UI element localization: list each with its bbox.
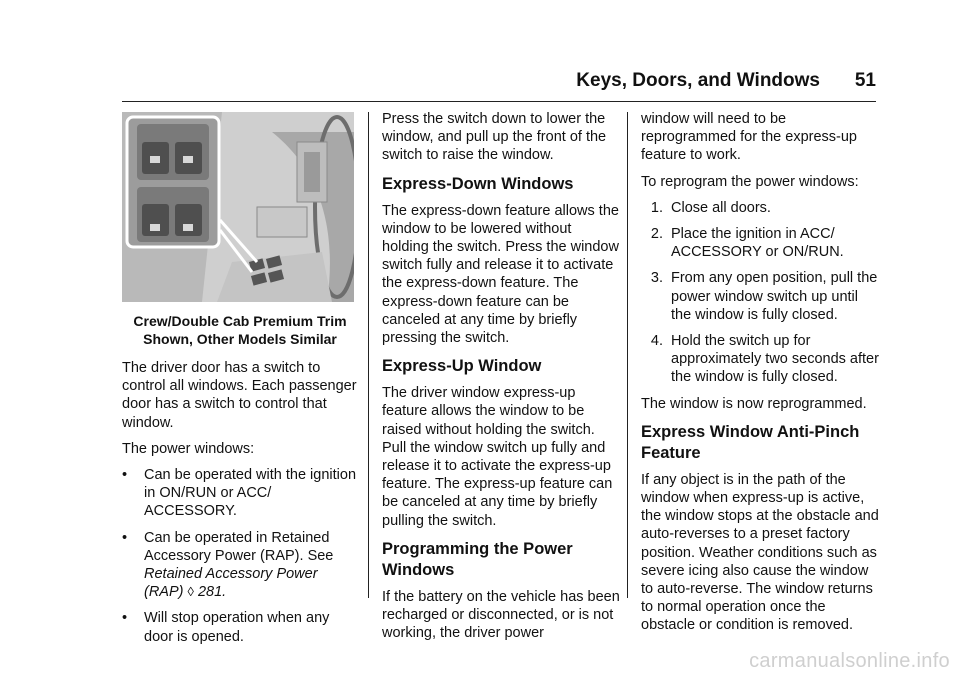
step-number: 2. (650, 226, 663, 243)
page-header-title: Keys, Doors, and Windows (576, 70, 820, 91)
step-text: Place the ignition in ACC/ ACCESSORY or ON/RUN. (671, 226, 844, 261)
step-number: 4. (650, 333, 663, 350)
column-3 (641, 110, 879, 643)
bullet-item (122, 529, 358, 602)
paragraph: The driver door has a switch to control all windows. Each passenger door has a switch to control that window. (122, 360, 357, 431)
watermark: carmanualsonline.info (749, 650, 950, 672)
window-switch-illustration (122, 112, 354, 302)
paragraph: The window is now reprogrammed. (641, 395, 867, 412)
paragraph: If any object is in the path of the window when express-up is active, the window stops at the obstacle and auto-reverses to a preset factory position. Weather conditions such as severe icing also cause the window to auto-reverse. The window returns to normal operation once the obstacle or condition is removed. (641, 471, 879, 634)
bullet-text: Can be operated with the ignition in ON/RUN or ACC/ ACCESSORY. (144, 467, 357, 520)
column-1 (122, 112, 358, 654)
paragraph: If the battery on the vehicle has been recharged or disconnected, or is not working, the driver power (382, 588, 620, 642)
paragraph: Press the switch down to lower the window, and pull up the front of the switch to raise the window. (382, 111, 607, 164)
bullet-marker: • (122, 610, 128, 627)
numbered-step (641, 332, 879, 387)
paragraph: The driver window express-up feature allows the window to be raised without holding the switch. Pull the window switch up fully and release it to activate the express-up feature. The express-up feature can be canceled at any time by briefly pulling the switch. (382, 385, 613, 529)
bullet-item (122, 466, 358, 521)
paragraph: To reprogram the power windows: (641, 173, 859, 190)
step-number: 1. (650, 199, 663, 216)
column-divider-2 (627, 112, 628, 598)
cross-reference-page[interactable]: 281. (197, 584, 227, 601)
bullet-item (122, 609, 358, 645)
step-number: 3. (650, 270, 663, 287)
bullet-text (144, 529, 358, 602)
bullet-marker: • (122, 467, 128, 484)
bullet-marker: • (122, 529, 128, 546)
numbered-step (641, 225, 879, 261)
figure-caption-line-2: Shown, Other Models Similar (143, 331, 337, 347)
section-heading: Express-Down Windows (382, 174, 574, 193)
section-heading: Express-Up Window (382, 357, 542, 376)
cross-reference-link[interactable] (144, 566, 318, 600)
numbered-step (641, 269, 879, 324)
section-heading: Programming the Power Windows (382, 539, 573, 579)
figure-caption (122, 312, 358, 348)
paragraph: The power windows: (122, 440, 255, 457)
bullet-text: Will stop operation when any door is opened. (144, 610, 330, 645)
paragraph: The express-down feature allows the window to be lowered without holding the switch. Press the window switch fully and release it to activate the express-down feature. The express-down feature can be canceled at any time by briefly pressing the switch. (382, 202, 619, 347)
page-reference-icon: ◊ (187, 584, 194, 600)
step-text: Hold the switch up for approximately two seconds after the window is fully closed. (671, 333, 879, 386)
section-heading: Express Window Anti-Pinch Feature (641, 422, 860, 462)
cross-reference-title[interactable]: Retained Accessory Power (RAP) (144, 566, 318, 601)
column-2 (382, 110, 620, 650)
step-text: From any open position, pull the power window switch up until the window is fully closed. (671, 270, 878, 323)
column-divider-1 (368, 112, 369, 598)
figure-caption-line-1: Crew/Double Cab Premium Trim (133, 313, 347, 329)
page-number: 51 (854, 70, 876, 91)
step-text: Close all doors. (671, 199, 771, 216)
numbered-step (641, 199, 879, 217)
paragraph: window will need to be reprogrammed for the express-up feature to work. (641, 111, 857, 164)
header-rule (122, 101, 876, 102)
bullet-text-main: Can be operated in Retained Accessory Power (RAP). See (144, 529, 334, 564)
